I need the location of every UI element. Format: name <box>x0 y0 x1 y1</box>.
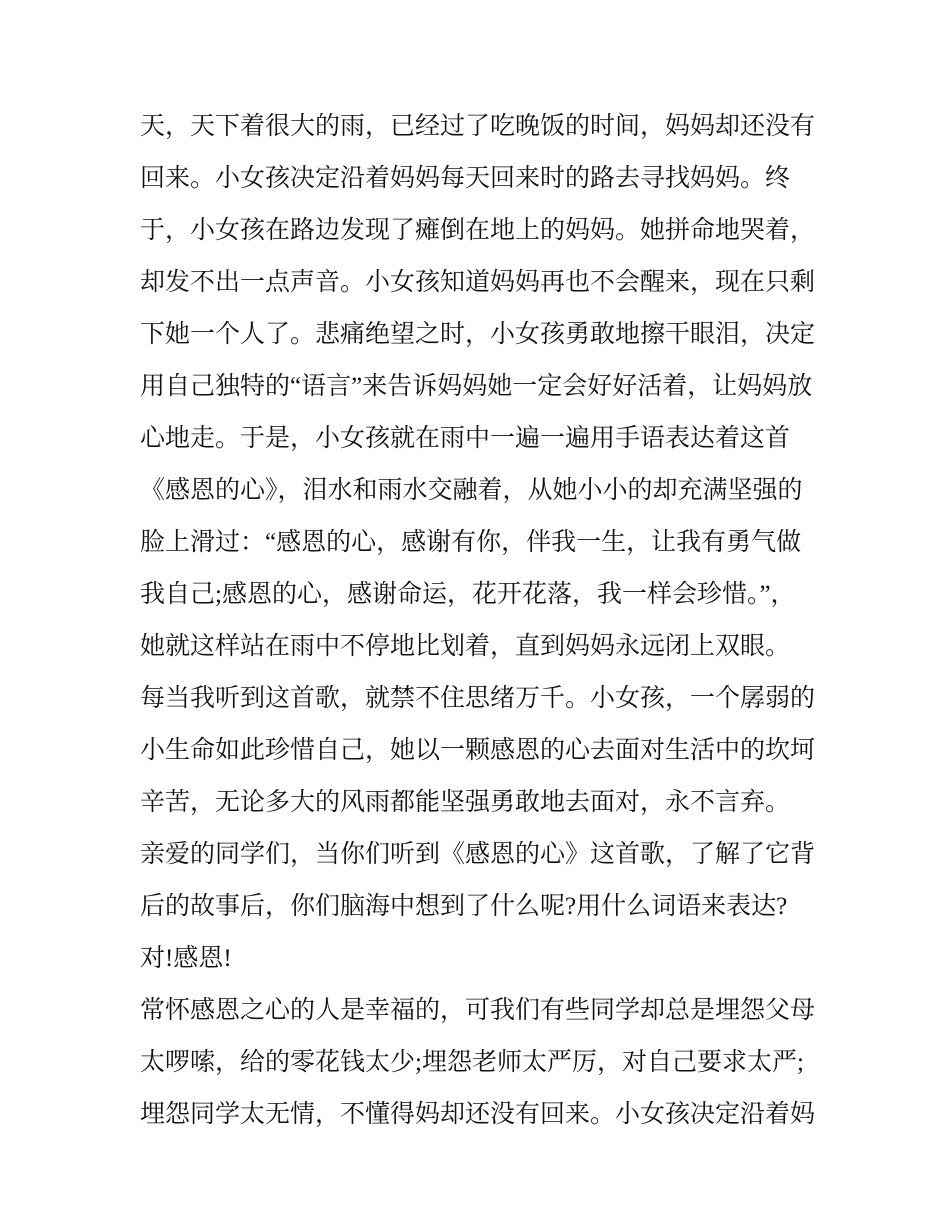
text-line: 对!感恩! <box>140 945 232 972</box>
text-line: 下她一个人了。悲痛绝望之时，小女孩勇敢地擦干眼泪，决定 <box>140 321 816 348</box>
text-line: 埋怨同学太无情，不懂得妈却还没有回来。小女孩决定沿着妈 <box>140 1101 816 1128</box>
text-line: 《感恩的心》，泪水和雨水交融着，从她小小的却充满坚强的 <box>140 477 803 504</box>
document-body <box>140 101 820 1141</box>
text-line: 回来。小女孩决定沿着妈妈每天回来时的路去寻找妈妈。终 <box>140 165 791 192</box>
text-line: 她就这样站在雨中不停地比划着，直到妈妈永远闭上双眼。 <box>140 633 791 660</box>
text-line: 后的故事后，你们脑海中想到了什么呢?用什么词语来表达? <box>140 893 788 920</box>
text-line: 每当我听到这首歌，就禁不住思绪万千。小女孩，一个孱弱的 <box>140 685 816 712</box>
text-line: 亲爱的同学们，当你们听到《感恩的心》这首歌，了解了它背 <box>140 841 816 868</box>
text-line: 心地走。于是，小女孩就在雨中一遍一遍用手语表达着这首 <box>140 425 791 452</box>
text-line: 天，天下着很大的雨，已经过了吃晚饭的时间，妈妈却还没有 <box>140 113 816 140</box>
text-line: 用自己独特的“语言”来告诉妈妈她一定会好好活着，让妈妈放 <box>140 373 813 400</box>
text-line: 太啰嗦，给的零花钱太少;埋怨老师太严厉，对自己要求太严; <box>140 1049 804 1076</box>
text-line: 脸上滑过：“感恩的心，感谢有你，伴我一生，让我有勇气做 <box>140 529 802 556</box>
text-line: 却发不出一点声音。小女孩知道妈妈再也不会醒来，现在只剩 <box>140 269 816 296</box>
text-line: 于，小女孩在路边发现了瘫倒在地上的妈妈。她拼命地哭着， <box>140 217 816 244</box>
text-line: 小生命如此珍惜自己，她以一颗感恩的心去面对生活中的坎坷 <box>140 737 816 764</box>
text-line: 常怀感恩之心的人是幸福的，可我们有些同学却总是埋怨父母 <box>140 997 816 1024</box>
text-line: 我自己;感恩的心，感谢命运，花开花落，我一样会珍惜。”， <box>140 581 796 608</box>
text-line: 辛苦，无论多大的风雨都能坚强勇敢地去面对，永不言弃。 <box>140 789 791 816</box>
